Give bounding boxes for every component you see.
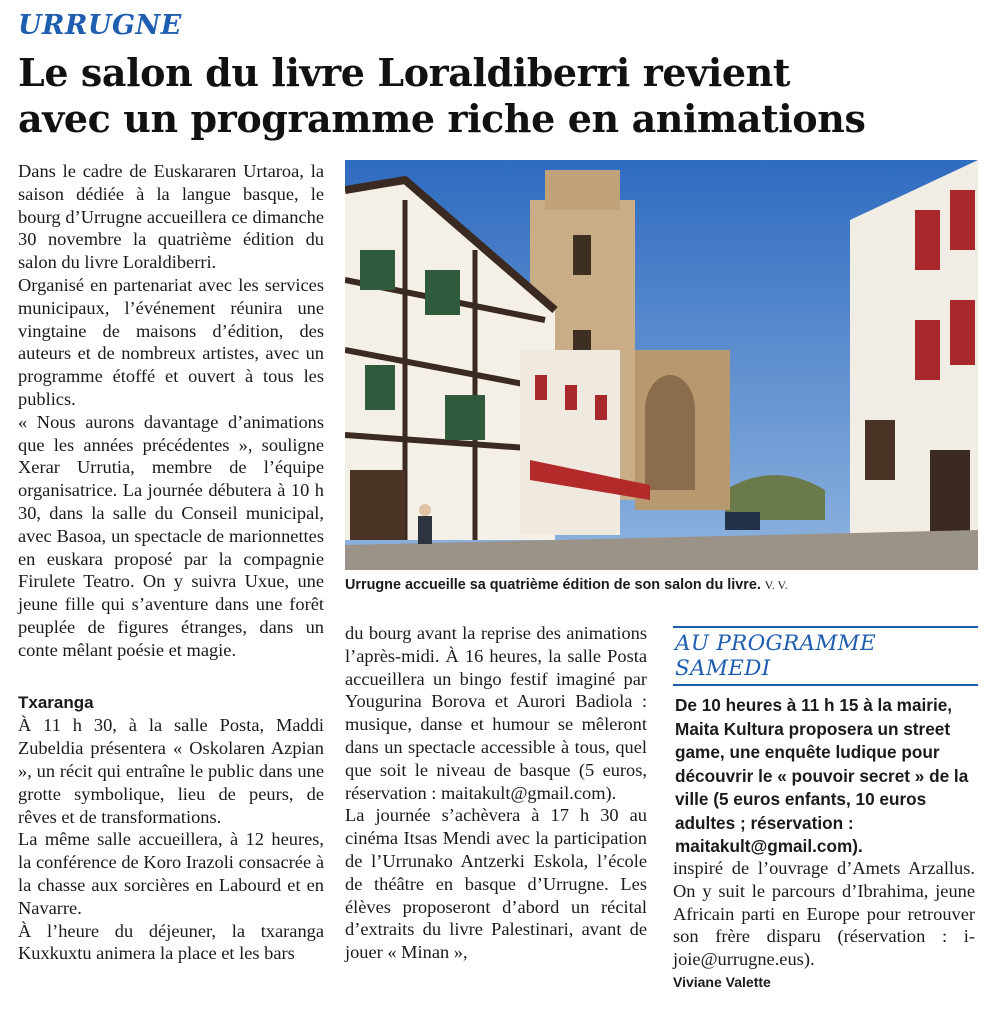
photo-credit: V. V. xyxy=(764,578,788,592)
headline xyxy=(18,50,978,142)
paragraph: du bourg avant la reprise des animations l’après-midi. À 16 heures, la salle Posta accueillera un bingo festif imaginé par Yougurina Borova et Aurori Badiola : musique, danse et humour se mêleront dans un spectacle accessible à tous, quel que soit le niveau de basque (5 euros, réservation : maitakult@gmail.com). xyxy=(345,623,647,803)
paragraph: inspiré de l’ouvrage d’Amets Arzallus. On y suit le parcours d’Ibrahima, jeune Africain parti en Europe pour retrouver son frère disparu (réservation : i-joie@urrugne.eus). xyxy=(673,858,975,970)
photo-caption xyxy=(345,577,978,594)
parked-car xyxy=(725,512,760,530)
article-column-1 xyxy=(18,160,324,965)
sidebar-body: De 10 heures à 11 h 15 à la mairie, Maita Kultura proposera un street game, une enquête ludique pour découvrir le « pouvoir secret » de la ville (5 euros enfants, 10 euros adultes ; réservation : maitakult@gmail.com). xyxy=(675,695,969,856)
sidebar-box xyxy=(673,626,978,859)
sidebar-rule xyxy=(673,684,978,686)
paragraph: Organisé en partenariat avec les services municipaux, l’événement réunira une vingtaine de maisons d’édition, des auteurs et de nombreux artistes, avec un programme étoffé et ouvert à tous les publics. xyxy=(18,274,324,409)
article-photo xyxy=(345,160,978,570)
headline-line-1: Le salon du livre Loraldiberri revient xyxy=(18,50,791,95)
headline-line-2: avec un programme riche en animations xyxy=(18,96,866,141)
street-scene-illustration xyxy=(345,160,978,570)
article-column-2 xyxy=(345,622,647,964)
paragraph: Dans le cadre de Euskararen Urtaroa, la saison dédiée à la langue basque, le bourg d’Urrugne accueillera ce dimanche 30 novembre la quatrième édition du salon du livre Loraldiberri. xyxy=(18,161,324,273)
pedestrian xyxy=(418,504,432,544)
paragraph: La même salle accueillera, à 12 heures, la conférence de Koro Irazoli consacrée à la chasse aux sorcières en Labourd et en Navarre. xyxy=(18,829,324,918)
article-column-3 xyxy=(673,857,975,971)
right-building xyxy=(850,160,978,570)
subheading: Txaranga xyxy=(18,692,94,712)
caption-text: Urrugne accueille sa quatrième édition de son salon du livre. xyxy=(345,577,761,593)
paragraph: À l’heure du déjeuner, la txaranga Kuxkuxtu animera la place et les bars xyxy=(18,920,324,964)
paragraph: La journée s’achèvera à 17 h 30 au cinéma Itsas Mendi avec la participation de l’Urrunako Antzerki Eskola, l’école de théâtre en basque d’Urrugne. Les élèves proposeront d’abord un récital d’extraits du livre Palestinari, avant de jouer « Minan », xyxy=(345,805,647,963)
paragraph: À 11 h 30, à la salle Posta, Maddi Zubeldia présentera « Oskolaren Azpian », un récit qui entraîne le public dans une grotte symbolique, lieu de peurs, de rêves et de transformations. xyxy=(18,715,324,827)
paragraph: « Nous aurons davantage d’animations que les années précédentes », souligne Xerar Urrutia, membre de l’équipe organisatrice. La journée débutera à 10 h 30, dans la salle du Conseil municipal, avec Basoa, un spectacle de marionnettes en euskara proposé par la compagnie Firulete Teatro. On y suivra Uxue, une jeune fille qui s’aventure dans une forêt peuplée de figures étranges, dans un conte mêlant poésie et magie. xyxy=(18,411,324,660)
author-byline: Viviane Valette xyxy=(673,974,771,990)
sidebar-title: AU PROGRAMME SAMEDI xyxy=(675,631,876,681)
section-kicker: URRUGNE xyxy=(18,10,182,41)
